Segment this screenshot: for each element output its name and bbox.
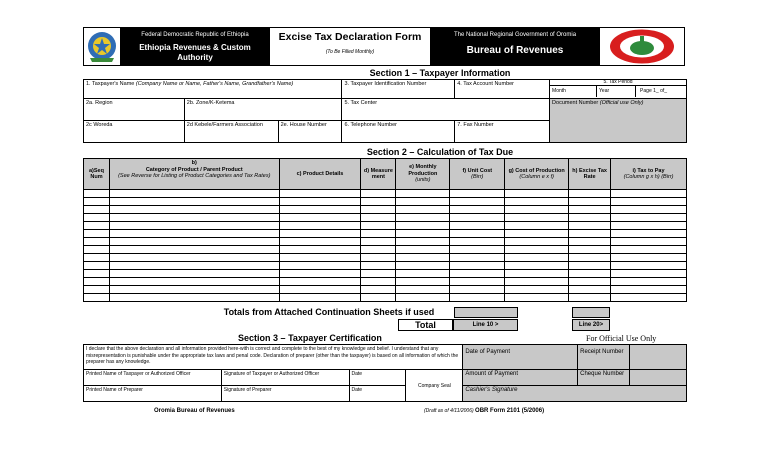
table-cell[interactable] — [109, 238, 279, 246]
table-cell[interactable] — [279, 198, 361, 206]
table-cell[interactable] — [109, 294, 279, 302]
table-cell[interactable] — [361, 294, 396, 302]
regional-name: The National Regional Government of Oromia — [453, 32, 577, 38]
table-cell[interactable] — [505, 270, 569, 278]
date-taxpayer[interactable]: Date — [349, 370, 406, 386]
table-row — [84, 214, 687, 222]
col-tax-to-pay: i) Tax to Pay (Column g x h) (Birr) — [611, 159, 687, 190]
col-excise-rate: h) Excise Tax Rate — [569, 159, 611, 190]
table-cell[interactable] — [569, 238, 611, 246]
total-label: Total — [398, 319, 453, 331]
table-row — [84, 270, 687, 278]
table-cell[interactable] — [611, 214, 687, 222]
table-cell[interactable] — [505, 222, 569, 230]
table-cell[interactable] — [109, 198, 279, 206]
table-cell[interactable] — [109, 254, 279, 262]
table-cell[interactable] — [396, 262, 450, 270]
document-number-box: Document Number (Official use Only) — [550, 99, 687, 143]
woreda-field[interactable]: 2c Woreda — [84, 121, 185, 143]
table-cell[interactable] — [611, 286, 687, 294]
table-cell[interactable] — [569, 278, 611, 286]
table-cell[interactable] — [611, 270, 687, 278]
table-cell[interactable] — [569, 246, 611, 254]
regional-header — [431, 27, 599, 66]
table-cell[interactable] — [109, 222, 279, 230]
receipt-number-value[interactable] — [630, 345, 687, 370]
table-cell[interactable] — [279, 214, 361, 222]
table-cell[interactable] — [611, 198, 687, 206]
table-cell[interactable] — [450, 238, 505, 246]
table-cell[interactable] — [361, 190, 396, 198]
table-cell[interactable] — [84, 262, 110, 270]
table-cell[interactable] — [450, 246, 505, 254]
form-subtitle: (To Be Filled Monthly) — [325, 49, 375, 55]
table-cell[interactable] — [396, 286, 450, 294]
table-row — [84, 254, 687, 262]
table-cell[interactable] — [450, 206, 505, 214]
table-cell[interactable] — [396, 230, 450, 238]
table-cell[interactable] — [450, 294, 505, 302]
table-cell[interactable] — [505, 198, 569, 206]
table-cell[interactable] — [109, 262, 279, 270]
table-cell[interactable] — [109, 206, 279, 214]
oromia-seal-icon — [600, 28, 684, 65]
table-cell[interactable] — [84, 206, 110, 214]
col-category: b) Category of Product / Parent Product (See Reverse for Listing of Product Categories and Tax Rates) — [109, 159, 279, 190]
table-cell[interactable] — [279, 246, 361, 254]
table-cell[interactable] — [450, 198, 505, 206]
table-cell[interactable] — [396, 222, 450, 230]
table-cell[interactable] — [279, 238, 361, 246]
table-cell[interactable] — [84, 238, 110, 246]
table-cell[interactable] — [84, 254, 110, 262]
table-cell[interactable] — [569, 222, 611, 230]
table-cell[interactable] — [569, 206, 611, 214]
table-cell[interactable] — [569, 230, 611, 238]
tax-calculation-table — [83, 158, 687, 302]
table-cell[interactable] — [84, 190, 110, 198]
table-row — [84, 278, 687, 286]
table-cell[interactable] — [279, 278, 361, 286]
table-cell[interactable] — [611, 222, 687, 230]
certification-table — [83, 344, 687, 402]
table-cell[interactable] — [396, 254, 450, 262]
table-cell[interactable] — [396, 198, 450, 206]
table-cell[interactable] — [505, 278, 569, 286]
table-cell[interactable] — [279, 190, 361, 198]
agency-name: Ethiopia Revenues & Custom Authority — [139, 43, 251, 62]
table-cell[interactable] — [569, 254, 611, 262]
table-cell[interactable] — [569, 198, 611, 206]
table-cell[interactable] — [569, 270, 611, 278]
table-cell[interactable] — [84, 286, 110, 294]
table-cell[interactable] — [611, 190, 687, 198]
table-cell[interactable] — [611, 246, 687, 254]
form-title-box — [269, 27, 431, 66]
table-cell[interactable] — [569, 262, 611, 270]
zone-field[interactable]: 2b. Zone/K-Ketema — [184, 99, 342, 121]
kebele-field[interactable]: 2d Kebele/Farmers Association — [184, 121, 278, 143]
table-cell[interactable] — [396, 190, 450, 198]
table-cell[interactable] — [569, 294, 611, 302]
telephone-field[interactable]: 6. Telephone Number — [342, 121, 455, 143]
federal-name: Federal Democratic Republic of Ethiopia — [141, 32, 249, 38]
table-cell[interactable] — [84, 270, 110, 278]
form-title: Excise Tax Declaration Form — [278, 31, 422, 43]
signature-taxpayer[interactable]: Signature of Taxpayer or Authorized Officer — [221, 370, 349, 386]
table-cell[interactable] — [361, 230, 396, 238]
table-cell[interactable] — [505, 214, 569, 222]
tax-account-field[interactable]: 4. Tax Account Number — [455, 80, 550, 99]
table-cell[interactable] — [611, 254, 687, 262]
table-cell[interactable] — [361, 286, 396, 294]
table-cell[interactable] — [450, 190, 505, 198]
table-cell[interactable] — [361, 198, 396, 206]
table-cell[interactable] — [450, 222, 505, 230]
table-cell[interactable] — [450, 214, 505, 222]
table-cell[interactable] — [569, 214, 611, 222]
table-cell[interactable] — [84, 294, 110, 302]
table-cell[interactable] — [361, 246, 396, 254]
table-row — [84, 222, 687, 230]
col-unit-cost: f) Unit Cost (Birr) — [450, 159, 505, 190]
table-cell[interactable] — [361, 270, 396, 278]
federal-header — [121, 27, 269, 66]
table-cell[interactable] — [109, 190, 279, 198]
table-cell[interactable] — [505, 238, 569, 246]
table-cell[interactable] — [279, 286, 361, 294]
section1-table — [83, 79, 687, 143]
signature-preparer[interactable]: Signature of Preparer — [221, 386, 349, 402]
table-cell[interactable] — [396, 206, 450, 214]
month-field[interactable]: Month — [550, 86, 597, 97]
table-cell[interactable] — [279, 206, 361, 214]
table-cell[interactable] — [450, 270, 505, 278]
table-cell[interactable] — [505, 286, 569, 294]
taxpayer-name-field[interactable]: 1. Taxpayer's Name (Company Name or Name, Father's Name, Grandfather's Name) — [84, 80, 342, 99]
table-row — [84, 198, 687, 206]
table-cell[interactable] — [611, 262, 687, 270]
year-field[interactable]: Year — [597, 86, 636, 97]
table-cell[interactable] — [109, 214, 279, 222]
footer-form: (Draft as of 4/11/2006) OBR Form 2101 (5/2006) — [424, 408, 545, 414]
table-cell[interactable] — [109, 286, 279, 294]
tax-period-label: 5. Tax Period — [550, 80, 686, 86]
amount-of-payment[interactable]: Amount of Payment — [463, 370, 578, 386]
table-cell[interactable] — [84, 230, 110, 238]
table-cell[interactable] — [279, 254, 361, 262]
table-cell[interactable] — [361, 222, 396, 230]
table-row — [84, 230, 687, 238]
printed-name-taxpayer[interactable]: Printed Name of Taxpayer or Authorized Officer — [84, 370, 222, 386]
table-cell[interactable] — [84, 222, 110, 230]
col-cost-production: g) Cost of Production (Column e x f) — [505, 159, 569, 190]
house-number-field[interactable]: 2e. House Number — [278, 121, 342, 143]
table-cell[interactable] — [611, 294, 687, 302]
cashier-signature[interactable]: Cashier's Signature — [463, 386, 687, 402]
table-row — [84, 246, 687, 254]
table-cell[interactable] — [361, 278, 396, 286]
table-cell[interactable] — [396, 246, 450, 254]
declaration-text: I declare that the above declaration and all information provided here-with is correct and complete to the best of my knowledge and belief. I understand that any misrepresentation is punishable under the appropriate tax laws and penal code. Declaration of preparer (other than the taxpayer) is based on all information of which the preparer has any knowledge. — [84, 345, 463, 370]
table-cell[interactable] — [109, 270, 279, 278]
section2-title: Section 2 – Calculation of Tax Due — [366, 147, 514, 157]
line20-box[interactable]: Line 20> — [572, 319, 610, 331]
table-cell[interactable] — [611, 278, 687, 286]
table-cell[interactable] — [611, 238, 687, 246]
col-product-details: c) Product Details — [279, 159, 361, 190]
totals-continuation-label: Totals from Attached Continuation Sheets if used — [223, 307, 435, 317]
col-measurement: d) Measure ment — [361, 159, 396, 190]
table-cell[interactable] — [279, 230, 361, 238]
table-cell[interactable] — [84, 214, 110, 222]
table-cell[interactable] — [361, 254, 396, 262]
col-monthly-production: e) Monthly Production (units) — [396, 159, 450, 190]
table-cell[interactable] — [279, 294, 361, 302]
ethiopia-emblem-icon — [84, 28, 120, 65]
table-cell[interactable] — [450, 262, 505, 270]
table-row — [84, 206, 687, 214]
table-cell[interactable] — [505, 206, 569, 214]
totals-continuation-cost[interactable] — [454, 307, 518, 318]
table-row — [84, 190, 687, 198]
table-cell[interactable] — [84, 198, 110, 206]
table-cell[interactable] — [279, 262, 361, 270]
table-cell[interactable] — [450, 286, 505, 294]
table-cell[interactable] — [84, 278, 110, 286]
region-field[interactable]: 2a. Region — [84, 99, 185, 121]
table-cell[interactable] — [361, 214, 396, 222]
table-cell[interactable] — [361, 238, 396, 246]
cheque-number-value[interactable] — [630, 370, 687, 386]
table-cell[interactable] — [109, 230, 279, 238]
table-cell[interactable] — [505, 294, 569, 302]
table-cell[interactable] — [361, 206, 396, 214]
table-row — [84, 262, 687, 270]
table-cell[interactable] — [505, 246, 569, 254]
table-cell[interactable] — [505, 254, 569, 262]
section3-title: Section 3 – Taxpayer Certification — [238, 333, 382, 343]
official-use-label: For Official Use Only — [586, 334, 657, 343]
table-cell[interactable] — [396, 238, 450, 246]
table-cell[interactable] — [450, 254, 505, 262]
tin-field[interactable]: 3. Taxpayer Identification Number — [342, 80, 455, 99]
table-cell[interactable] — [396, 278, 450, 286]
totals-continuation-tax[interactable] — [572, 307, 610, 318]
tax-center-field[interactable]: 5. Tax Center — [342, 99, 550, 121]
table-cell[interactable] — [450, 278, 505, 286]
table-cell[interactable] — [396, 270, 450, 278]
table-cell[interactable] — [611, 230, 687, 238]
table-row — [84, 286, 687, 294]
table-row — [84, 294, 687, 302]
table-cell[interactable] — [396, 214, 450, 222]
footer-bureau: Oromia Bureau of Revenues — [154, 408, 235, 414]
table-cell[interactable] — [505, 230, 569, 238]
table-cell[interactable] — [569, 286, 611, 294]
table-cell[interactable] — [84, 246, 110, 254]
table-cell[interactable] — [450, 230, 505, 238]
fax-field[interactable]: 7. Fax Number — [455, 121, 550, 143]
table-cell[interactable] — [279, 270, 361, 278]
printed-name-preparer[interactable]: Printed Name of Preparer — [84, 386, 222, 402]
oromia-logo-box — [599, 27, 685, 66]
page-count: Page 1_ of_ — [640, 88, 668, 94]
table-cell[interactable] — [505, 262, 569, 270]
table-cell[interactable] — [569, 190, 611, 198]
table-cell[interactable] — [396, 294, 450, 302]
federal-logo-box — [83, 27, 121, 66]
line10-box[interactable]: Line 10 > — [453, 319, 518, 331]
receipt-number[interactable]: Receipt Number — [578, 345, 630, 370]
table-cell[interactable] — [109, 278, 279, 286]
table-cell[interactable] — [109, 246, 279, 254]
date-of-payment[interactable]: Date of Payment — [463, 345, 578, 370]
table-cell[interactable] — [505, 190, 569, 198]
bureau-name: Bureau of Revenues — [466, 45, 564, 56]
cheque-number[interactable]: Cheque Number — [578, 370, 630, 386]
section1-title: Section 1 – Taxpayer Information — [369, 68, 511, 78]
table-cell[interactable] — [279, 222, 361, 230]
date-preparer[interactable]: Date — [349, 386, 406, 402]
table-cell[interactable] — [611, 206, 687, 214]
table-row — [84, 238, 687, 246]
table-cell[interactable] — [361, 262, 396, 270]
company-seal: Company Seal — [406, 370, 463, 402]
col-seq: a)Seq Num — [84, 159, 110, 190]
